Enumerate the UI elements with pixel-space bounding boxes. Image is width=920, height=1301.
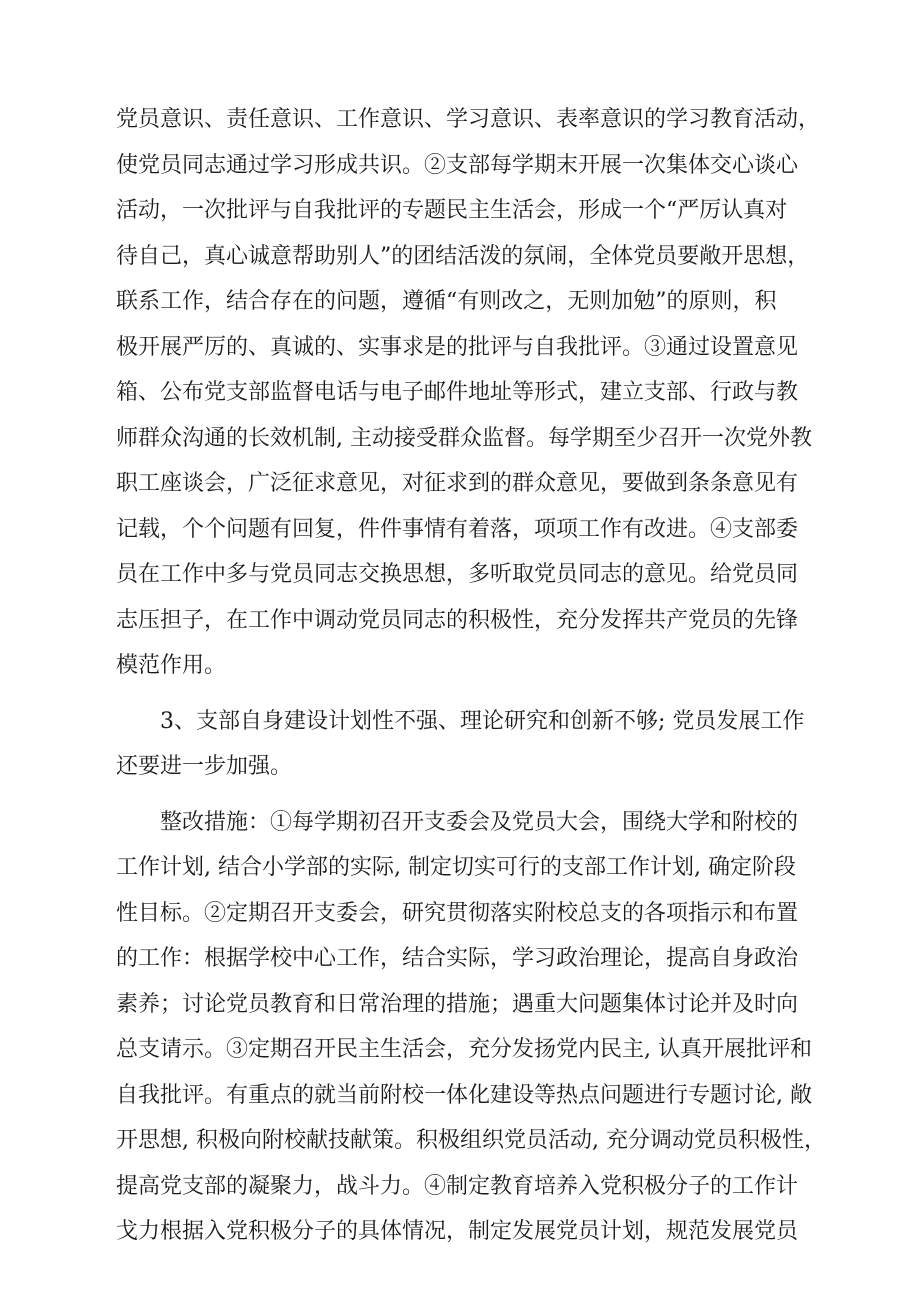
text-line: 员在工作中多与党员同志交换思想，多听取党员同志的意见。给党员同 [116,562,799,587]
text-line: 整改措施：①每学期初召开支委会及党员大会，围绕大学和附校的 [160,809,799,835]
text-line: 性目标。②定期召开支委会，研究贯彻落实附校总支的各项指示和布置 [116,900,799,926]
text-line: 师群众沟通的长效机制, 主动接受群众监督。每学期至少召开一次党外教 [116,425,812,451]
paragraph-1 [116,97,846,689]
text-line: 记载，个个问题有回复，件件事情有着落，项项工作有改进。④支部委 [116,516,799,542]
text-line: 戈力根据入党积极分子的具体情况，制定发展党员计划，规范发展党员 [116,1219,799,1244]
text-line: 党员意识、责任意识、工作意识、学习意识、表率意识的学习教育活动， [116,107,821,132]
paragraph-gap [116,790,846,800]
text-line: 极开展严厉的、真诚的、实事求是的批评与自我批评。③通过设置意见 [116,334,799,360]
paragraph-gap [116,689,846,699]
text-line: 总支请示。③定期召开民主生活会，充分发扬党内民主, 认真开展批评和 [116,1037,812,1062]
text-line: 模范作用。 [116,653,227,678]
text-line: 素养；讨论党员教育和日常治理的措施；遇重大问题集体讨论并及时向 [116,991,799,1017]
text-line: 职工座谈会，广泛征求意见，对征求到的群众意见，要做到条条意见有 [116,471,799,496]
text-line: 开思想, 积极向附校献技献策。积极组织党员活动, 充分调动党员积极性， [116,1128,826,1153]
text-line: 箱、公布党支部监督电话与电子邮件地址等形式，建立支部、行政与教 [116,380,799,405]
text-line: 工作计划, 结合小学部的实际, 制定切实可行的支部工作计划, 确定阶段 [116,855,796,880]
paragraph-2 [116,699,846,790]
text-line: 的工作：根据学校中心工作，结合实际，学习政治理论，提高自身政治 [116,946,799,971]
text-line: 使党员同志通过学习形成共识。②支部每学期末开展一次集体交心谈心 [116,152,799,178]
text-line: 提高党支部的凝聚力，战斗力。④制定教育培养入党积极分子的工作计 [116,1173,799,1199]
document-body [116,97,846,1255]
paragraph-3 [116,800,846,1255]
text-line: 志压担子，在工作中调动党员同志的积极性，充分发挥共产党员的先锋 [116,607,799,633]
text-line: 3、支部自身建设计划性不强、理论研究和创新不够; 党员发展工作 [160,708,805,734]
text-line: 还要进一步加强。 [116,754,293,779]
text-line: 联系工作，结合存在的问题，遵循“有则改之，无则加勉”的原则，积 [116,289,777,314]
text-line: 自我批评。有重点的就当前附校一体化建设等热点问题进行专题讨论, 敞 [116,1082,812,1108]
text-line: 待自己，真心诚意帮助别人”的团结活泼的氛闹，全体党员要敞开思想， [116,243,810,269]
text-line: 活动，一次批评与自我批评的专题民主生活会，形成一个“严厉认真对 [116,198,788,223]
